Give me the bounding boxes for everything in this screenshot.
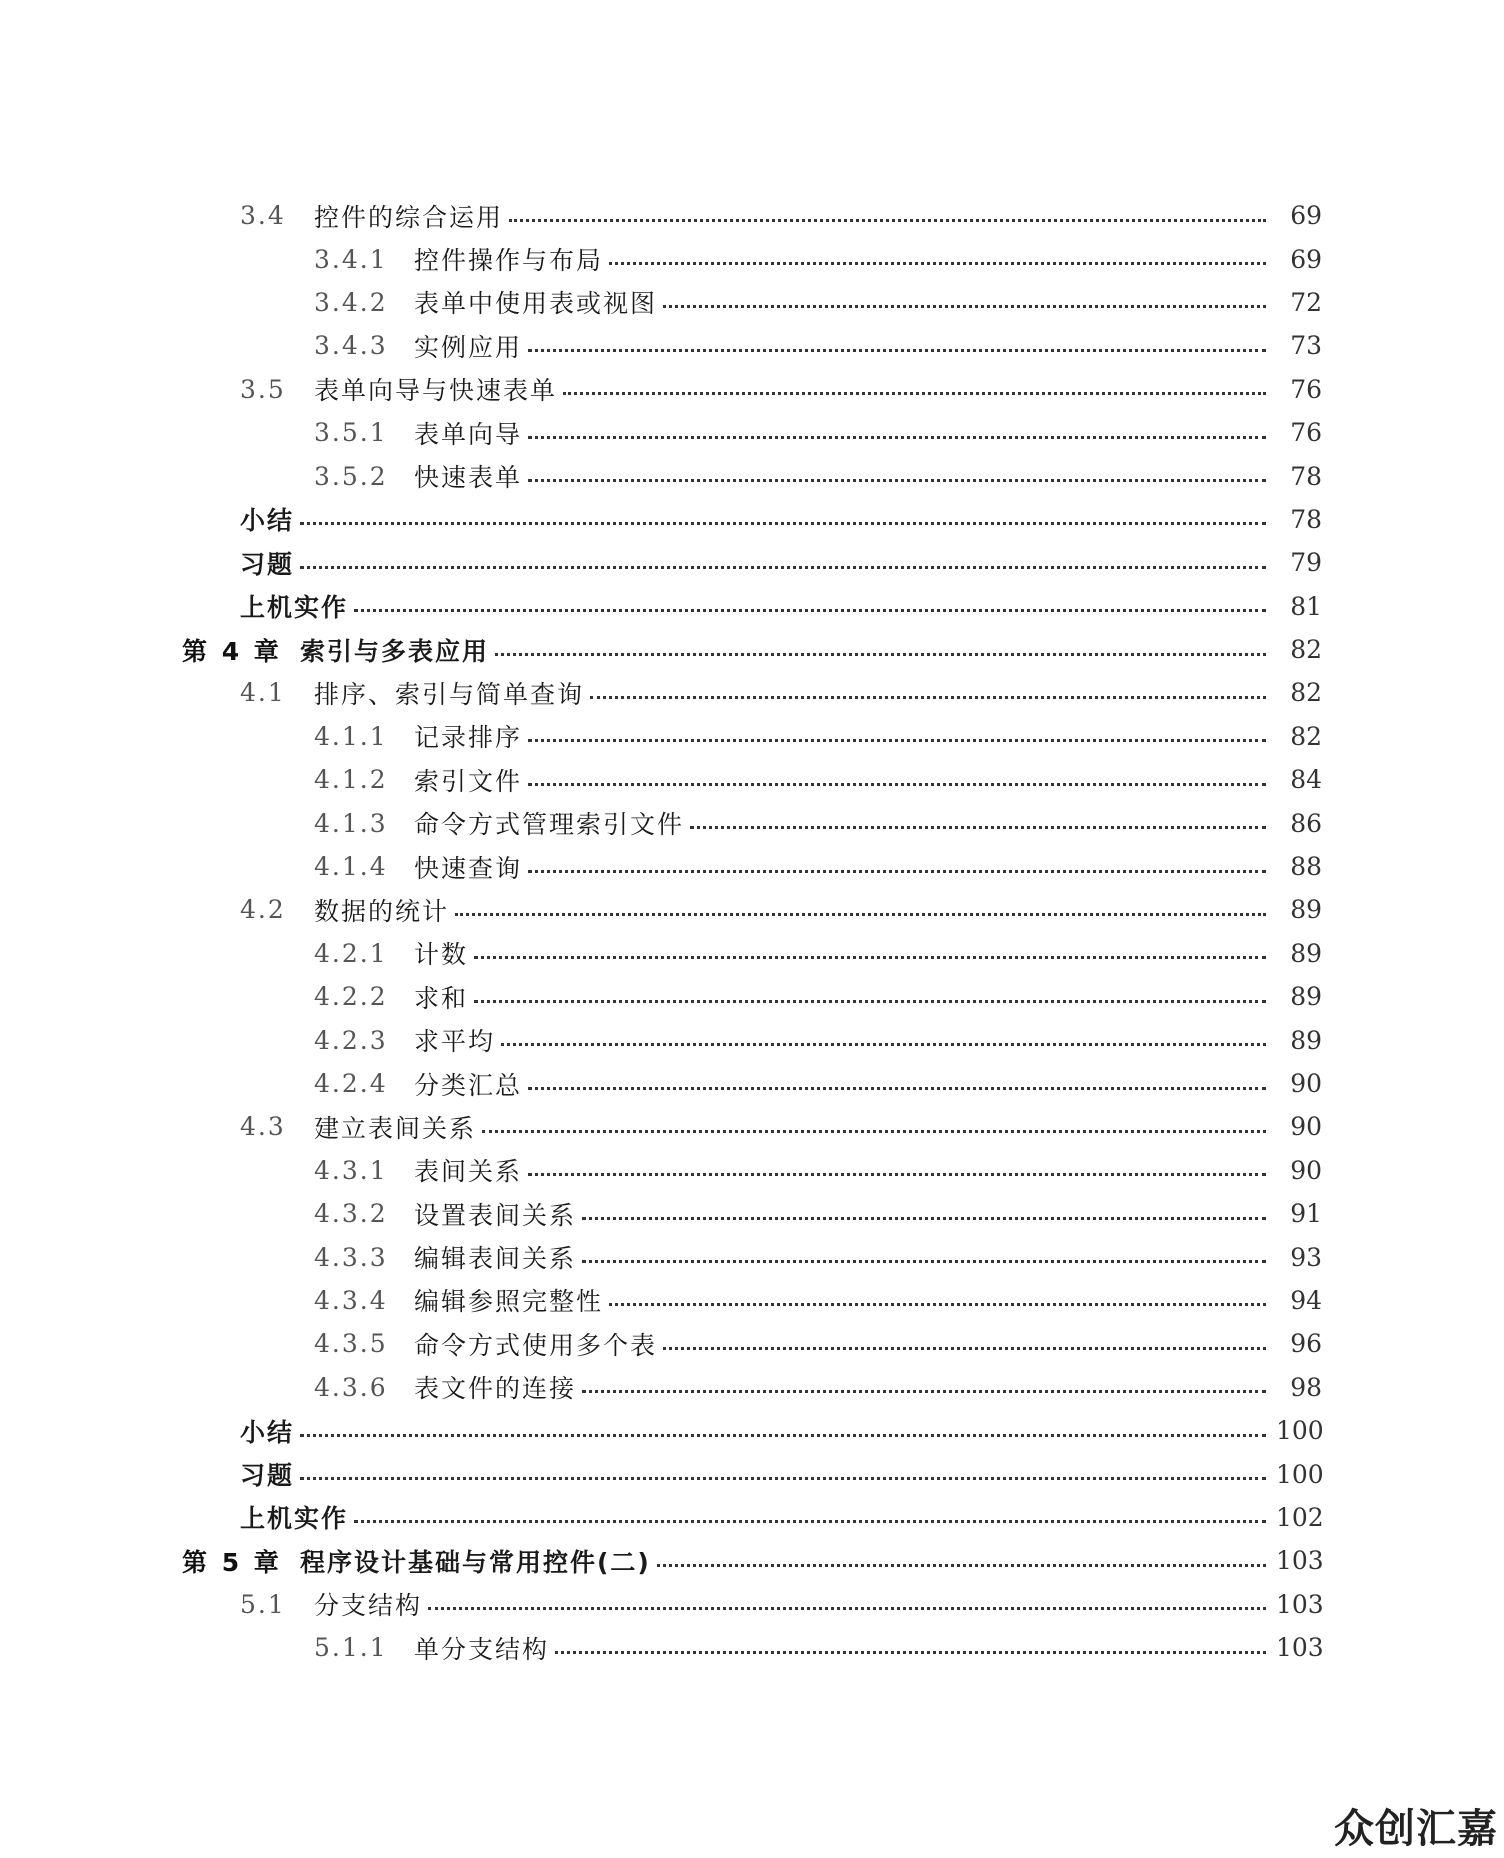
toc-entry-title: 小结 bbox=[240, 506, 295, 536]
toc-entry-number: 3.4.2 bbox=[314, 287, 388, 317]
toc-entry-title: 索引文件 bbox=[414, 766, 523, 796]
toc-entry-number: 第 4 章 bbox=[182, 636, 282, 666]
toc-entry-page: 89 bbox=[1290, 938, 1322, 968]
dot-leader bbox=[300, 504, 1266, 534]
toc-entry-title: 表单向导 bbox=[414, 419, 523, 449]
toc-entry-page: 89 bbox=[1290, 895, 1322, 925]
toc-entry[interactable] bbox=[0, 1626, 1504, 1669]
toc-entry-title: 分支结构 bbox=[314, 1591, 423, 1621]
toc-entry-title: 程序设计基础与常用控件(二) bbox=[300, 1547, 651, 1577]
toc-entry-page: 82 bbox=[1290, 635, 1322, 665]
toc-entry-page: 96 bbox=[1290, 1329, 1322, 1359]
dot-leader bbox=[690, 808, 1266, 838]
toc-entry[interactable] bbox=[0, 1105, 1504, 1148]
dot-leader bbox=[590, 678, 1266, 708]
toc-entry[interactable] bbox=[0, 975, 1504, 1018]
toc-entry-title: 习题 bbox=[240, 1461, 295, 1491]
toc-entry-number: 4.3 bbox=[240, 1112, 286, 1142]
dot-leader bbox=[582, 1242, 1266, 1272]
toc-entry-page: 82 bbox=[1290, 721, 1322, 751]
toc-entry-number: 4.1.4 bbox=[314, 852, 388, 882]
toc-entry-number: 4.1.1 bbox=[314, 721, 388, 751]
toc-entry[interactable] bbox=[0, 1279, 1504, 1322]
toc-entry-number: 5.1.1 bbox=[314, 1633, 388, 1663]
toc-entry-page: 69 bbox=[1290, 201, 1322, 231]
toc-entry-number: 3.5 bbox=[240, 374, 286, 404]
toc-entry[interactable] bbox=[0, 368, 1504, 411]
dot-leader bbox=[582, 1199, 1266, 1229]
toc-entry-title: 上机实作 bbox=[240, 1504, 349, 1534]
toc-entry[interactable] bbox=[0, 1409, 1504, 1452]
toc-entry[interactable] bbox=[0, 1235, 1504, 1278]
toc-entry-number: 4.2.3 bbox=[314, 1025, 388, 1055]
toc-entry-title: 求和 bbox=[414, 983, 469, 1013]
dot-leader bbox=[528, 1155, 1266, 1185]
toc-entry-title: 习题 bbox=[240, 549, 295, 579]
toc-entry-number: 第 5 章 bbox=[182, 1547, 282, 1577]
toc-entry-title: 快速表单 bbox=[414, 463, 523, 493]
toc-entry-title: 命令方式使用多个表 bbox=[414, 1330, 658, 1360]
toc-entry-title: 上机实作 bbox=[240, 593, 349, 623]
toc-entry[interactable] bbox=[0, 888, 1504, 931]
toc-entry-title: 快速查询 bbox=[414, 853, 523, 883]
toc-entry-title: 表文件的连接 bbox=[414, 1374, 577, 1404]
dot-leader bbox=[528, 721, 1266, 751]
toc-entry[interactable] bbox=[0, 498, 1504, 541]
dot-leader bbox=[509, 201, 1266, 231]
toc-entry-number: 3.4.1 bbox=[314, 244, 388, 274]
toc-entry-title: 计数 bbox=[414, 940, 469, 970]
toc-entry-number: 4.2.2 bbox=[314, 982, 388, 1012]
dot-leader bbox=[528, 765, 1266, 795]
toc-entry-title: 分类汇总 bbox=[414, 1070, 523, 1100]
toc-entry[interactable] bbox=[0, 324, 1504, 367]
toc-entry-title: 表间关系 bbox=[414, 1157, 523, 1187]
toc-entry-page: 72 bbox=[1290, 287, 1322, 317]
toc-entry-page: 90 bbox=[1290, 1069, 1322, 1098]
toc-entry-number: 3.5.2 bbox=[314, 461, 388, 491]
toc-entry[interactable] bbox=[0, 585, 1504, 628]
toc-entry-title: 记录排序 bbox=[414, 723, 523, 753]
toc-entry-number: 4.1 bbox=[240, 678, 286, 708]
toc-entry-title: 排序、索引与简单查询 bbox=[314, 679, 585, 709]
toc-entry-number: 4.3.6 bbox=[314, 1372, 388, 1402]
toc-entry-number: 4.3.4 bbox=[314, 1285, 388, 1315]
toc-entry-page: 78 bbox=[1290, 461, 1322, 491]
toc-entry[interactable] bbox=[0, 671, 1504, 714]
dot-leader bbox=[501, 1025, 1266, 1055]
toc-entry-number: 3.4.3 bbox=[314, 331, 388, 361]
toc-entry-title: 索引与多表应用 bbox=[300, 636, 490, 666]
toc-entry-title: 设置表间关系 bbox=[414, 1200, 577, 1230]
toc-entry-number: 3.5.1 bbox=[314, 418, 388, 448]
dot-leader bbox=[354, 591, 1266, 621]
toc-entry-title: 表单中使用表或视图 bbox=[414, 289, 658, 319]
toc-entry-page: 89 bbox=[1290, 1025, 1322, 1055]
toc-entry[interactable] bbox=[0, 845, 1504, 888]
toc-entry-number: 5.1 bbox=[240, 1589, 286, 1619]
toc-entry-number: 4.2.1 bbox=[314, 938, 388, 968]
toc-entry-page: 103 bbox=[1276, 1633, 1324, 1663]
table-of-contents bbox=[0, 194, 1504, 1669]
toc-entry-page: 90 bbox=[1290, 1112, 1322, 1142]
toc-entry-page: 79 bbox=[1290, 548, 1322, 578]
toc-entry-page: 84 bbox=[1290, 765, 1322, 795]
toc-entry-page: 91 bbox=[1290, 1199, 1322, 1229]
toc-entry-number: 4.1.2 bbox=[314, 765, 388, 795]
toc-entry[interactable] bbox=[0, 715, 1504, 758]
toc-entry-page: 103 bbox=[1276, 1546, 1324, 1576]
dot-leader bbox=[528, 1069, 1266, 1099]
toc-entry[interactable] bbox=[0, 411, 1504, 454]
dot-leader bbox=[300, 1459, 1266, 1489]
toc-entry-page: 78 bbox=[1290, 504, 1322, 534]
toc-entry[interactable] bbox=[0, 1062, 1504, 1105]
toc-entry[interactable] bbox=[0, 194, 1504, 237]
toc-entry[interactable] bbox=[0, 1366, 1504, 1409]
toc-entry-number: 4.2 bbox=[240, 895, 286, 925]
dot-leader bbox=[300, 548, 1266, 578]
toc-entry-page: 100 bbox=[1276, 1416, 1324, 1446]
dot-leader bbox=[428, 1589, 1266, 1619]
toc-entry-page: 76 bbox=[1290, 418, 1322, 448]
toc-entry-page: 88 bbox=[1290, 852, 1322, 882]
toc-entry-number: 4.2.4 bbox=[314, 1069, 388, 1098]
toc-entry[interactable] bbox=[0, 1018, 1504, 1061]
toc-entry-number: 4.3.2 bbox=[314, 1199, 388, 1229]
toc-entry-page: 102 bbox=[1276, 1502, 1324, 1532]
toc-entry[interactable] bbox=[0, 1322, 1504, 1365]
toc-entry-title: 控件的综合运用 bbox=[314, 202, 504, 232]
dot-leader bbox=[555, 1633, 1266, 1663]
dot-leader bbox=[474, 982, 1266, 1012]
toc-entry-title: 实例应用 bbox=[414, 332, 523, 362]
toc-entry-title: 表单向导与快速表单 bbox=[314, 376, 558, 406]
dot-leader bbox=[354, 1502, 1266, 1532]
toc-entry[interactable] bbox=[0, 801, 1504, 844]
toc-entry-title: 单分支结构 bbox=[414, 1634, 550, 1664]
toc-entry-number: 3.4 bbox=[240, 201, 286, 231]
toc-entry-page: 73 bbox=[1290, 331, 1322, 361]
toc-entry-title: 小结 bbox=[240, 1417, 295, 1447]
toc-entry-page: 82 bbox=[1290, 678, 1322, 708]
toc-entry-page: 81 bbox=[1290, 591, 1322, 621]
toc-entry-title: 命令方式管理索引文件 bbox=[414, 810, 685, 840]
toc-entry-page: 100 bbox=[1276, 1459, 1324, 1489]
toc-entry-page: 76 bbox=[1290, 374, 1322, 404]
toc-entry-page: 89 bbox=[1290, 982, 1322, 1012]
dot-leader bbox=[609, 244, 1266, 274]
toc-entry-page: 93 bbox=[1290, 1242, 1322, 1272]
dot-leader bbox=[528, 461, 1266, 491]
watermark: 众创汇嘉 bbox=[1334, 1806, 1498, 1852]
dot-leader bbox=[609, 1285, 1266, 1315]
dot-leader bbox=[474, 938, 1266, 968]
toc-entry-number: 4.1.3 bbox=[314, 808, 388, 838]
dot-leader bbox=[663, 287, 1266, 317]
toc-entry-page: 86 bbox=[1290, 808, 1322, 838]
toc-entry-number: 4.3.3 bbox=[314, 1242, 388, 1272]
dot-leader bbox=[300, 1416, 1266, 1446]
dot-leader bbox=[528, 331, 1266, 361]
toc-entry-title: 求平均 bbox=[414, 1027, 496, 1057]
toc-entry-page: 69 bbox=[1290, 244, 1322, 274]
toc-entry[interactable] bbox=[0, 628, 1504, 671]
toc-entry-page: 94 bbox=[1290, 1285, 1322, 1315]
toc-entry-title: 控件操作与布局 bbox=[414, 246, 604, 276]
toc-entry[interactable] bbox=[0, 1583, 1504, 1626]
dot-leader bbox=[582, 1372, 1266, 1402]
toc-entry[interactable] bbox=[0, 281, 1504, 324]
toc-entry[interactable] bbox=[0, 1192, 1504, 1235]
toc-entry-page: 98 bbox=[1290, 1372, 1322, 1402]
dot-leader bbox=[563, 374, 1266, 404]
dot-leader bbox=[663, 1329, 1266, 1359]
dot-leader bbox=[482, 1112, 1266, 1142]
dot-leader bbox=[528, 852, 1266, 882]
toc-entry[interactable] bbox=[0, 758, 1504, 801]
toc-entry[interactable] bbox=[0, 1149, 1504, 1192]
toc-entry[interactable] bbox=[0, 1452, 1504, 1495]
dot-leader bbox=[657, 1546, 1266, 1576]
toc-entry-number: 4.3.1 bbox=[314, 1155, 388, 1185]
dot-leader bbox=[455, 895, 1266, 925]
toc-entry-title: 数据的统计 bbox=[314, 896, 450, 926]
toc-entry-page: 90 bbox=[1290, 1155, 1322, 1185]
toc-entry-number: 4.3.5 bbox=[314, 1329, 388, 1359]
dot-leader bbox=[528, 418, 1266, 448]
toc-entry[interactable] bbox=[0, 541, 1504, 584]
toc-entry[interactable] bbox=[0, 454, 1504, 497]
toc-entry-page: 103 bbox=[1276, 1589, 1324, 1619]
toc-entry[interactable] bbox=[0, 1539, 1504, 1582]
toc-entry-title: 建立表间关系 bbox=[314, 1113, 477, 1143]
toc-entry[interactable] bbox=[0, 1496, 1504, 1539]
toc-entry[interactable] bbox=[0, 932, 1504, 975]
toc-entry-title: 编辑参照完整性 bbox=[414, 1287, 604, 1317]
toc-entry[interactable] bbox=[0, 237, 1504, 280]
dot-leader bbox=[495, 635, 1266, 665]
toc-entry-title: 编辑表间关系 bbox=[414, 1244, 577, 1274]
